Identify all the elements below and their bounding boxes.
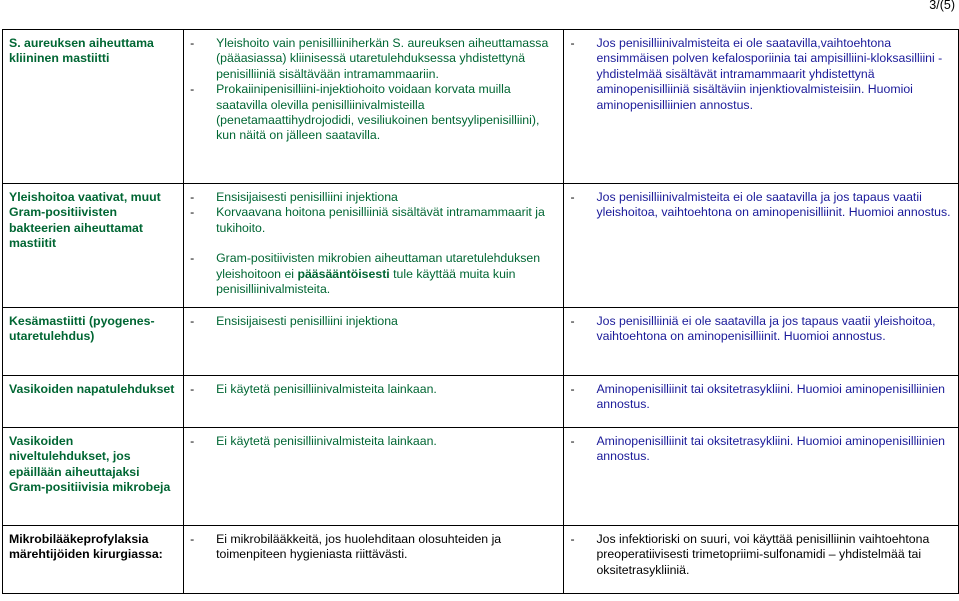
treatment-cell	[184, 30, 564, 184]
list-item-text: Yleishoito vain penisilliiniherkän S. aureuksen aiheuttamassa (pääasiassa) kliinisessä utaretulehduksessa yhdistettynä penisilliiniä sisältävään intramammaariin.	[216, 36, 549, 81]
list-item: - Ei käytetä penisilliinivalmisteita lainkaan.	[190, 434, 557, 449]
list-item-text: Korvaavana hoitona penisilliiniä sisältävät intramammaarit ja tukihoito.	[216, 205, 545, 235]
list-item: - Jos penisilliinivalmisteita ei ole saatavilla,vaihtoehtona ensimmäisen polven kefalosporiinia tai ampisilliini-kloksasilliini -yhdistelmää sisältävät intramammaarit yhdistettynä aminopenisilliiniä sisältäviin injenktiovalmisteisiin. Huomioi aminopenisilliinien annostus.	[570, 36, 952, 113]
alternative-cell	[564, 308, 959, 376]
alternative-cell	[564, 428, 959, 526]
row-label-cell	[3, 30, 184, 184]
treatment-cell	[184, 308, 564, 376]
label-text: Mikrobilääkeprofylaksia märehtijöiden kirurgiassa:	[9, 532, 163, 562]
list-item: - Yleishoito vain penisilliiniherkän S. aureuksen aiheuttamassa (pääasiassa) kliinisessä utaretulehduksessa yhdistettynä penisilliiniä sisältävään intramammaariin.	[190, 36, 557, 82]
list-item: - Jos penisilliiniä ei ole saatavilla ja jos tapaus vaatii yleishoitoa, vaihtoehtona on aminopenisilliinit. Huomioi annostus.	[570, 314, 952, 345]
list-item: - Aminopenisilliinit tai oksitetrasykliini. Huomioi aminopenisilliinien annostus.	[570, 382, 952, 413]
row-label-cell	[3, 184, 184, 308]
list-item-text: Ei mikrobilääkkeitä, jos huolehditaan olosuhteiden ja toimenpiteen hygieniasta riittävästi.	[216, 532, 502, 562]
alternative-cell	[564, 184, 959, 308]
label-text: S. aureuksen	[9, 36, 86, 50]
row-label-cell	[3, 376, 184, 428]
list-item: - Ei mikrobilääkkeitä, jos huolehditaan olosuhteiden ja toimenpiteen hygieniasta riittävästi.	[190, 532, 557, 563]
alternative-cell	[564, 30, 959, 184]
page-number: 3/(5)	[929, 0, 955, 12]
treatment-table	[2, 29, 959, 594]
list-item-text: Ensisijaisesti penisilliini injektiona	[216, 314, 398, 328]
list-item-text: Gram-positiivisten mikrobien aiheuttaman utaretulehduksen yleishoitoon ei pääsääntöisesti tule käyttää muita kuin penisilliinivalmisteita.	[216, 251, 541, 297]
table-row	[3, 30, 959, 184]
treatment-cell	[184, 428, 564, 526]
label-text: Kesämastiitti (pyogenes-utaretulehdus)	[9, 314, 155, 344]
list-item-text: Jos infektioriski on suuri, voi käyttää penisilliinin vaihtoehtona preoperatiivisesti trimetopriimi-sulfonamidi – yhdistelmää tai oksitetrasykliiniä.	[596, 532, 930, 577]
treatment-cell	[184, 376, 564, 428]
list-item-text: Ensisijaisesti penisilliini injektiona	[216, 190, 398, 204]
list-item: - Ensisijaisesti penisilliini injektiona	[190, 190, 557, 205]
list-item-text: Prokaiinipenisilliini-injektiohoito voidaan korvata muilla saatavilla olevilla penisilliinivalmisteilla (penetamaattihydrojodidi, vesiliukoinen bentsyylipenisilliini), kun näitä on jälleen saatavilla.	[216, 82, 540, 143]
label-text: kliininen mastiitti	[9, 51, 110, 66]
label-text: aiheuttama	[85, 36, 154, 50]
list-item-text: Jos penisilliinivalmisteita ei ole saatavilla,vaihtoehtona ensimmäisen polven kefalosporiinia tai ampisilliini-kloksasilliini -yhdistelmää sisältävät intramammaarit yhdistettynä aminopenisilliiniä sisältäviin injenktiovalmisteisiin. Huomioi aminopenisilliinien annostus.	[596, 36, 943, 112]
list-item: - Gram-positiivisten mikrobien aiheuttaman utaretulehduksen yleishoitoon ei pääsääntöisesti tule käyttää muita kuin penisilliinivalmisteita.	[190, 251, 557, 297]
table-row	[3, 184, 959, 308]
alternative-cell	[564, 526, 959, 594]
list-item-text: Ei käytetä penisilliinivalmisteita lainkaan.	[216, 434, 437, 448]
label-text: Vasikoiden niveltulehdukset, jos epäillään aiheuttajaksi Gram-positiivisia mikrobeja	[9, 434, 171, 495]
table-row	[3, 308, 959, 376]
row-label-cell	[3, 428, 184, 526]
table-row	[3, 376, 959, 428]
list-item: - Korvaavana hoitona penisilliiniä sisältävät intramammaarit ja tukihoito.	[190, 205, 557, 236]
list-item: - Ei käytetä penisilliinivalmisteita lainkaan.	[190, 382, 557, 397]
list-item: - Jos infektioriski on suuri, voi käyttää penisilliinin vaihtoehtona preoperatiivisesti trimetopriimi-sulfonamidi – yhdistelmää tai oksitetrasykliiniä.	[570, 532, 952, 578]
label-text: Vasikoiden napatulehdukset	[9, 382, 175, 396]
list-item-text: Ei käytetä penisilliinivalmisteita lainkaan.	[216, 382, 437, 396]
treatment-cell	[184, 184, 564, 308]
list-item-text: Jos penisilliinivalmisteita ei ole saatavilla ja jos tapaus vaatii yleishoitoa, vaihtoehtona on aminopenisilliinit. Huomioi annostus.	[596, 190, 951, 220]
list-item: - Aminopenisilliinit tai oksitetrasykliini. Huomioi aminopenisilliinien annostus.	[570, 434, 952, 465]
list-item: - Ensisijaisesti penisilliini injektiona	[190, 314, 557, 329]
alternative-cell	[564, 376, 959, 428]
list-item-text: Jos penisilliiniä ei ole saatavilla ja jos tapaus vaatii yleishoitoa, vaihtoehtona on aminopenisilliinit. Huomioi annostus.	[596, 314, 936, 344]
table-row	[3, 526, 959, 594]
row-label-cell	[3, 526, 184, 594]
table-row	[3, 428, 959, 526]
list-item-text: Aminopenisilliinit tai oksitetrasykliini. Huomioi aminopenisilliinien annostus.	[596, 434, 946, 464]
list-item: - Jos penisilliinivalmisteita ei ole saatavilla ja jos tapaus vaatii yleishoitoa, vaihtoehtona on aminopenisilliinit. Huomioi annostus.	[570, 190, 951, 220]
row-label-cell	[3, 308, 184, 376]
label-text: Yleishoitoa vaativat, muut Gram-positiivisten bakteerien aiheuttamat mastiitit	[9, 190, 161, 251]
list-item-text: Aminopenisilliinit tai oksitetrasykliini. Huomioi aminopenisilliinien annostus.	[596, 382, 946, 412]
treatment-cell	[184, 526, 564, 594]
list-item: - Prokaiinipenisilliini-injektiohoito voidaan korvata muilla saatavilla olevilla penisilliinivalmisteilla (penetamaattihydrojodidi, vesiliukoinen bentsyylipenisilliini), kun näitä on jälleen saatavilla.	[190, 82, 557, 144]
